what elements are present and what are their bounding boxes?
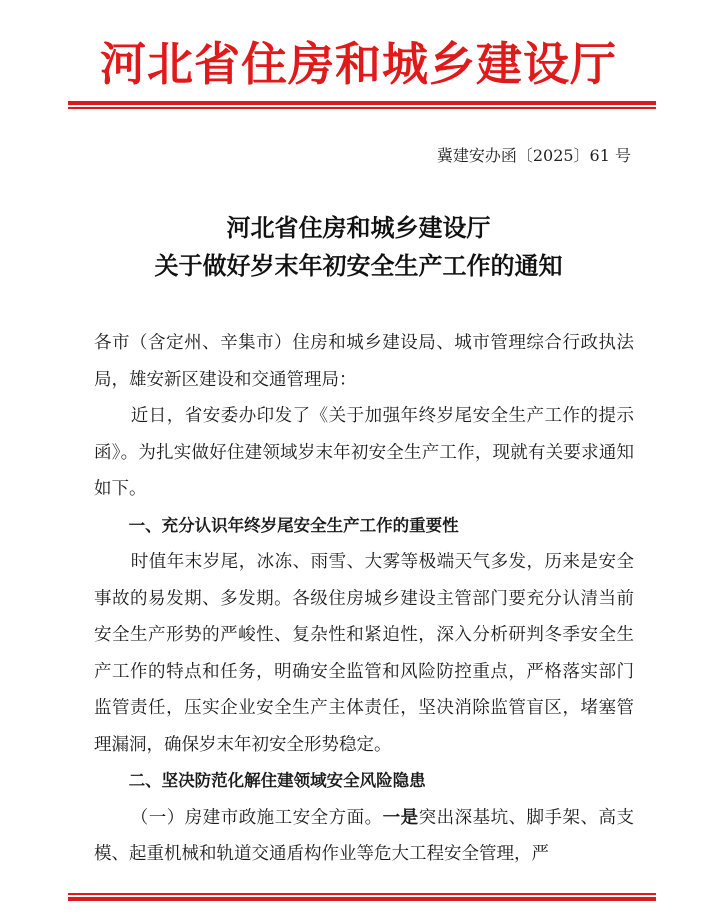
bottom-red-rule-thick xyxy=(68,897,656,901)
title-line-1: 河北省住房和城乡建设厅 xyxy=(226,213,491,242)
subsection-text: 突出深基坑、脚手架、高支模、起重机械和轨道交通盾构作业等危大工程安全管理，严 xyxy=(94,807,635,864)
section-2-subsection-paragraph xyxy=(94,800,634,873)
document-body xyxy=(94,325,634,873)
top-red-rule-thick xyxy=(68,101,656,105)
section-2-heading: 二、坚决防范化解住建领域安全风险隐患 xyxy=(128,771,426,790)
section-1-heading: 一、充分认识年终岁尾安全生产工作的重要性 xyxy=(128,515,459,535)
top-red-rule-thin xyxy=(68,107,656,109)
bottom-red-rule-thin xyxy=(68,893,656,895)
intro-paragraph: 近日，省安委办印发了《关于加强年终岁尾安全生产工作的提示函》。为扎实做好住建领域岁末年初安全生产工作，现就有关要求通知如下。 xyxy=(94,406,634,499)
addressee: 各市（含定州、辛集市）住房和城乡建设局、城市管理综合行政执法局，雄安新区建设和交通管理局： xyxy=(94,333,634,390)
subsection-prefix: （一）房建市政施工安全方面。 xyxy=(130,807,383,828)
document-number: 冀建安办函〔2025〕61 号 xyxy=(436,146,631,165)
subsection-bold-lead: 一是 xyxy=(382,807,419,828)
masthead-org-name: 河北省住房和城乡建设厅 xyxy=(100,37,617,91)
section-1-paragraph: 时值年末岁尾，冰冻、雨雪、大雾等极端天气多发，历来是安全事故的易发期、多发期。各级住房城乡建设主管部门要充分认清当前安全生产形势的严峻性、复杂性和紧迫性，深入分析研判冬季安全生产工作的特点和任务，明确安全监管和风险防控重点，严格落实部门监管责任，压实企业安全生产主体责任，坚决消除监管盲区，堵塞管理漏洞，确保岁末年初安全形势稳定。 xyxy=(94,552,634,755)
title-line-2: 关于做好岁末年初安全生产工作的通知 xyxy=(154,251,563,280)
